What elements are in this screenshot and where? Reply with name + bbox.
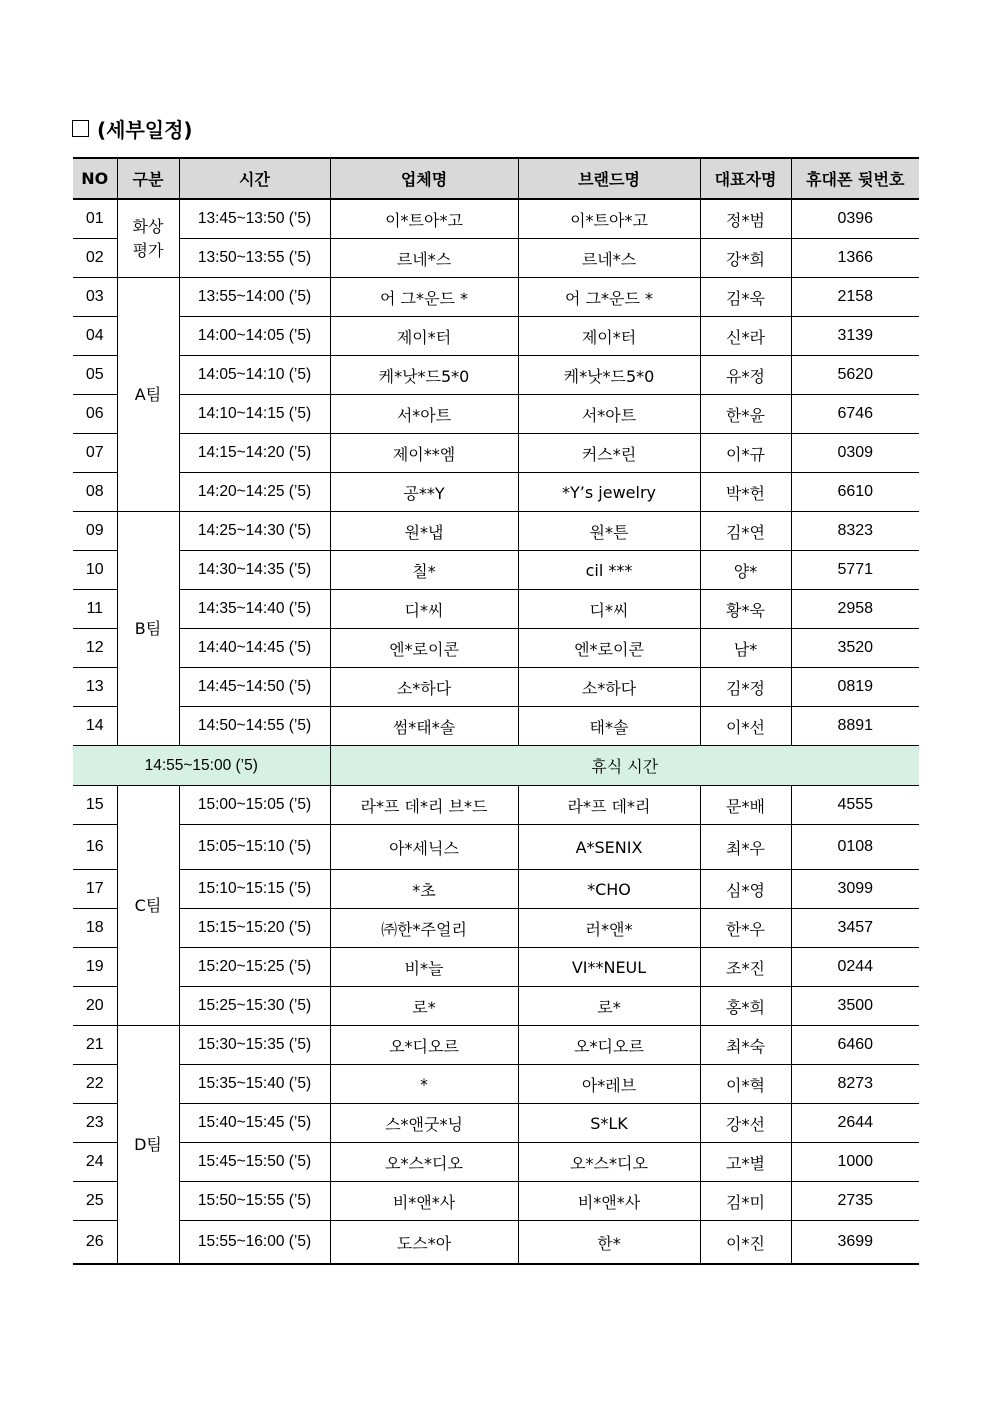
row-time: 15:25~15:30 (’5) (179, 987, 330, 1026)
row-phone: 0396 (791, 199, 919, 239)
table-row (73, 395, 919, 434)
row-company: 소*하다 (330, 668, 518, 707)
row-representative: 김*미 (700, 1182, 791, 1221)
row-time: 14:00~14:05 (’5) (179, 317, 330, 356)
row-brand: 라*프 데*리 (518, 786, 700, 825)
row-phone: 6746 (791, 395, 919, 434)
row-company: 르네*스 (330, 239, 518, 278)
row-brand: 엔*로이콘 (518, 629, 700, 668)
row-company: 서*아트 (330, 395, 518, 434)
section-title (72, 114, 193, 143)
row-phone: 0108 (791, 825, 919, 870)
section-title-text: (세부일정) (97, 118, 193, 142)
row-no: 10 (73, 551, 117, 590)
row-representative: 이*규 (700, 434, 791, 473)
row-brand: 한* (518, 1221, 700, 1265)
row-no: 03 (73, 278, 117, 317)
table-row (73, 1026, 919, 1065)
row-representative: 고*별 (700, 1143, 791, 1182)
row-brand: 제이*터 (518, 317, 700, 356)
table-row (73, 668, 919, 707)
row-phone: 1000 (791, 1143, 919, 1182)
table-row (73, 551, 919, 590)
row-company: 도스*아 (330, 1221, 518, 1265)
table-row (73, 1143, 919, 1182)
row-company: 제이**엠 (330, 434, 518, 473)
row-time: 15:55~16:00 (’5) (179, 1221, 330, 1265)
row-representative: 이*선 (700, 707, 791, 746)
row-no: 23 (73, 1104, 117, 1143)
row-representative: 최*우 (700, 825, 791, 870)
table-row (73, 512, 919, 551)
row-company: 라*프 데*리 브*드 (330, 786, 518, 825)
row-brand: 태*솔 (518, 707, 700, 746)
row-phone: 2735 (791, 1182, 919, 1221)
row-company: 엔*로이콘 (330, 629, 518, 668)
row-no: 17 (73, 870, 117, 909)
row-phone: 0244 (791, 948, 919, 987)
table-row (73, 1182, 919, 1221)
checkbox-square-icon (72, 120, 89, 137)
table-row (73, 825, 919, 870)
row-brand: cil *** (518, 551, 700, 590)
row-time: 15:15~15:20 (’5) (179, 909, 330, 948)
row-phone: 3457 (791, 909, 919, 948)
table-row (73, 707, 919, 746)
schedule-table (73, 157, 919, 1265)
row-no: 26 (73, 1221, 117, 1265)
break-time: 14:55~15:00 (’5) (73, 746, 330, 786)
row-company: 공**Y (330, 473, 518, 512)
row-company: 비*앤*사 (330, 1182, 518, 1221)
row-company: 케*낫*드5*0 (330, 356, 518, 395)
row-brand: 디*씨 (518, 590, 700, 629)
group-label: 화상 평가 (117, 199, 179, 278)
row-company: 오*스*디오 (330, 1143, 518, 1182)
row-representative: 이*진 (700, 1221, 791, 1265)
table-row (73, 356, 919, 395)
row-no: 02 (73, 239, 117, 278)
row-company: 로* (330, 987, 518, 1026)
row-company: 디*씨 (330, 590, 518, 629)
row-phone: 2158 (791, 278, 919, 317)
row-phone: 3699 (791, 1221, 919, 1265)
row-phone: 2644 (791, 1104, 919, 1143)
break-row (73, 746, 919, 786)
row-time: 15:30~15:35 (’5) (179, 1026, 330, 1065)
row-time: 15:20~15:25 (’5) (179, 948, 330, 987)
table-row (73, 1221, 919, 1265)
row-brand: 원*튼 (518, 512, 700, 551)
row-brand: 비*앤*사 (518, 1182, 700, 1221)
table-row (73, 629, 919, 668)
table-row (73, 278, 919, 317)
row-no: 06 (73, 395, 117, 434)
row-no: 12 (73, 629, 117, 668)
row-time: 14:40~14:45 (’5) (179, 629, 330, 668)
row-time: 13:50~13:55 (’5) (179, 239, 330, 278)
table-row (73, 590, 919, 629)
row-phone: 8273 (791, 1065, 919, 1104)
row-company: 이*트아*고 (330, 199, 518, 239)
row-phone: 2958 (791, 590, 919, 629)
table-row (73, 473, 919, 512)
row-brand: 케*낫*드5*0 (518, 356, 700, 395)
row-phone: 3139 (791, 317, 919, 356)
row-brand: 서*아트 (518, 395, 700, 434)
table-row (73, 317, 919, 356)
table-row (73, 434, 919, 473)
row-time: 15:00~15:05 (’5) (179, 786, 330, 825)
row-brand: S*LK (518, 1104, 700, 1143)
row-time: 15:40~15:45 (’5) (179, 1104, 330, 1143)
row-brand: 러*앤* (518, 909, 700, 948)
row-phone: 3500 (791, 987, 919, 1026)
table-row (73, 987, 919, 1026)
row-brand: *CHO (518, 870, 700, 909)
row-time: 14:30~14:35 (’5) (179, 551, 330, 590)
row-time: 14:45~14:50 (’5) (179, 668, 330, 707)
group-label: C팀 (117, 786, 179, 1026)
row-brand: 커스*린 (518, 434, 700, 473)
row-company: 스*앤굿*닝 (330, 1104, 518, 1143)
row-brand: 르네*스 (518, 239, 700, 278)
row-no: 18 (73, 909, 117, 948)
row-representative: 이*혁 (700, 1065, 791, 1104)
row-phone: 0309 (791, 434, 919, 473)
row-brand: 오*디오르 (518, 1026, 700, 1065)
row-brand: A*SENIX (518, 825, 700, 870)
row-brand: 아*레브 (518, 1065, 700, 1104)
row-time: 14:35~14:40 (’5) (179, 590, 330, 629)
row-brand: VI**NEUL (518, 948, 700, 987)
row-phone: 5771 (791, 551, 919, 590)
row-brand: 로* (518, 987, 700, 1026)
row-no: 19 (73, 948, 117, 987)
row-phone: 1366 (791, 239, 919, 278)
row-time: 13:55~14:00 (’5) (179, 278, 330, 317)
table-row (73, 948, 919, 987)
row-no: 16 (73, 825, 117, 870)
group-label: A팀 (117, 278, 179, 512)
row-brand: *Y’s jewelry (518, 473, 700, 512)
row-phone: 8891 (791, 707, 919, 746)
header-row (73, 158, 919, 199)
row-representative: 홍*희 (700, 987, 791, 1026)
row-representative: 조*진 (700, 948, 791, 987)
row-company: *초 (330, 870, 518, 909)
row-representative: 김*연 (700, 512, 791, 551)
row-no: 15 (73, 786, 117, 825)
group-label: D팀 (117, 1026, 179, 1265)
row-no: 14 (73, 707, 117, 746)
row-company: 오*디오르 (330, 1026, 518, 1065)
group-label: B팀 (117, 512, 179, 746)
row-representative: 심*영 (700, 870, 791, 909)
row-brand: 이*트아*고 (518, 199, 700, 239)
row-no: 13 (73, 668, 117, 707)
row-time: 14:50~14:55 (’5) (179, 707, 330, 746)
row-no: 25 (73, 1182, 117, 1221)
table-row (73, 1065, 919, 1104)
row-phone: 6610 (791, 473, 919, 512)
row-company: 원*냅 (330, 512, 518, 551)
row-representative: 김*욱 (700, 278, 791, 317)
row-time: 14:10~14:15 (’5) (179, 395, 330, 434)
row-phone: 0819 (791, 668, 919, 707)
row-company: 썸*태*솔 (330, 707, 518, 746)
row-no: 22 (73, 1065, 117, 1104)
row-company: 아*세닉스 (330, 825, 518, 870)
table-row (73, 870, 919, 909)
row-phone: 3099 (791, 870, 919, 909)
row-brand: 오*스*디오 (518, 1143, 700, 1182)
row-representative: 남* (700, 629, 791, 668)
row-time: 13:45~13:50 (’5) (179, 199, 330, 239)
header-company: 업체명 (330, 158, 518, 199)
table-row (73, 909, 919, 948)
row-time: 15:05~15:10 (’5) (179, 825, 330, 870)
table-row (73, 239, 919, 278)
row-no: 11 (73, 590, 117, 629)
row-representative: 최*숙 (700, 1026, 791, 1065)
row-company: * (330, 1065, 518, 1104)
row-representative: 문*배 (700, 786, 791, 825)
row-time: 14:15~14:20 (’5) (179, 434, 330, 473)
row-time: 14:20~14:25 (’5) (179, 473, 330, 512)
row-company: 칠* (330, 551, 518, 590)
header-category: 구분 (117, 158, 179, 199)
row-phone: 3520 (791, 629, 919, 668)
header-phone: 휴대폰 뒷번호 (791, 158, 919, 199)
row-brand: 어 그*운드 * (518, 278, 700, 317)
table-row (73, 1104, 919, 1143)
row-no: 04 (73, 317, 117, 356)
row-time: 15:50~15:55 (’5) (179, 1182, 330, 1221)
row-phone: 6460 (791, 1026, 919, 1065)
row-company: 비*늘 (330, 948, 518, 987)
row-no: 05 (73, 356, 117, 395)
row-company: ㈜한*주얼리 (330, 909, 518, 948)
row-representative: 정*범 (700, 199, 791, 239)
row-no: 24 (73, 1143, 117, 1182)
header-representative: 대표자명 (700, 158, 791, 199)
table-row (73, 199, 919, 239)
row-representative: 박*헌 (700, 473, 791, 512)
row-no: 08 (73, 473, 117, 512)
row-time: 15:10~15:15 (’5) (179, 870, 330, 909)
header-no: NO (73, 158, 117, 199)
row-representative: 신*라 (700, 317, 791, 356)
row-representative: 강*희 (700, 239, 791, 278)
row-phone: 4555 (791, 786, 919, 825)
row-time: 15:45~15:50 (’5) (179, 1143, 330, 1182)
row-no: 07 (73, 434, 117, 473)
row-company: 어 그*운드 * (330, 278, 518, 317)
row-no: 20 (73, 987, 117, 1026)
row-representative: 유*정 (700, 356, 791, 395)
row-company: 제이*터 (330, 317, 518, 356)
row-no: 21 (73, 1026, 117, 1065)
row-representative: 황*욱 (700, 590, 791, 629)
row-representative: 김*정 (700, 668, 791, 707)
row-time: 15:35~15:40 (’5) (179, 1065, 330, 1104)
row-representative: 한*윤 (700, 395, 791, 434)
row-time: 14:25~14:30 (’5) (179, 512, 330, 551)
break-label: 휴식 시간 (330, 746, 919, 786)
row-representative: 강*선 (700, 1104, 791, 1143)
row-representative: 한*우 (700, 909, 791, 948)
row-phone: 5620 (791, 356, 919, 395)
table-row (73, 786, 919, 825)
row-brand: 소*하다 (518, 668, 700, 707)
row-representative: 양* (700, 551, 791, 590)
header-brand: 브랜드명 (518, 158, 700, 199)
row-no: 09 (73, 512, 117, 551)
row-time: 14:05~14:10 (’5) (179, 356, 330, 395)
header-time: 시간 (179, 158, 330, 199)
row-phone: 8323 (791, 512, 919, 551)
row-no: 01 (73, 199, 117, 239)
